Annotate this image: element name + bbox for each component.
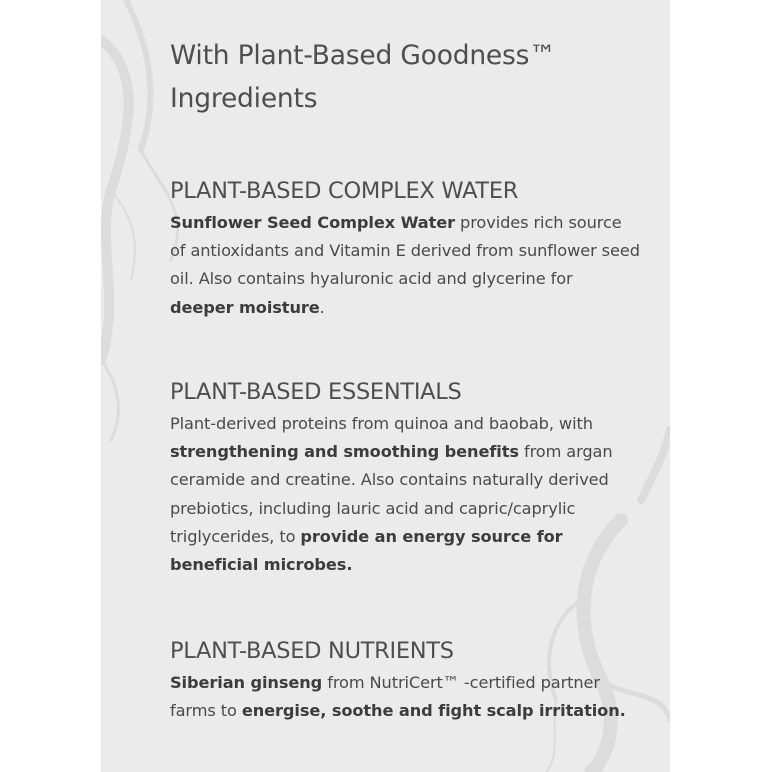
body-text-bold: energise, soothe and fight scalp irritation.	[241, 701, 626, 721]
section-body	[170, 209, 640, 322]
section-body	[170, 410, 640, 579]
page-title	[170, 34, 640, 120]
body-text-bold: Sunflower Seed Complex Water	[170, 213, 455, 232]
body-text-bold: strengthening and smoothing benefits	[170, 442, 519, 462]
page-title-line-1: With Plant-Based Goodness™	[170, 40, 556, 71]
body-text: from argan ceramide and creatine. Also contains naturally derived prebiotics, including lauric acid and capric/caprylic triglycerides, to	[170, 442, 613, 546]
section-heading: PLANT-BASED COMPLEX WATER	[170, 178, 519, 204]
ingredients-content	[170, 34, 640, 721]
body-text-bold: deeper moisture	[170, 297, 320, 317]
body-text-bold: Siberian ginseng	[170, 673, 323, 692]
section-nutrients	[170, 635, 640, 725]
page-title-line-2: Ingredients	[170, 83, 318, 114]
section-essentials	[170, 376, 640, 579]
body-text: provides rich source of antioxidants and Vitamin E derived from sunflower seed oil. Also contains hyaluronic acid and glycerine for	[170, 213, 640, 289]
body-text: Plant-derived proteins from quinoa and baobab, with	[170, 414, 593, 433]
ingredients-panel	[101, 0, 670, 772]
section-body	[170, 669, 640, 725]
body-text-bold: provide an energy source for beneficial microbes.	[170, 526, 563, 575]
section-heading: PLANT-BASED NUTRIENTS	[170, 638, 454, 664]
body-text: from NutriCert™ -certified partner farms to	[170, 673, 600, 721]
section-heading: PLANT-BASED ESSENTIALS	[170, 379, 462, 405]
section-complex-water	[170, 175, 640, 322]
body-text: .	[319, 297, 325, 317]
